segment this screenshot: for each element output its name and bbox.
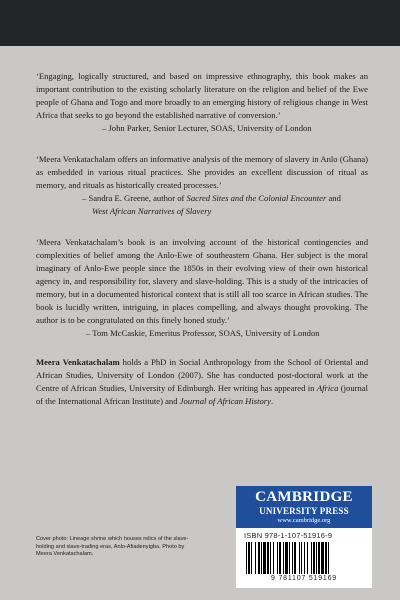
- isbn-barcode-panel: [236, 528, 372, 588]
- review-quote-2: ‘Meera Venkatachalam offers an informative analysis of the memory of slavery in Anlo (Ghana) as embedded in various ritual practices. She provides an excellent discussion of ritual as memory, and rituals as historically created processes.’: [36, 154, 368, 190]
- top-dark-band: [0, 0, 400, 46]
- review-attribution-3: – Tom McCaskie, Emeritus Professor, SOAS, University of London: [86, 328, 320, 338]
- book-title-sacred-sites: Sacred Sites and the Colonial Encounter: [186, 193, 327, 203]
- review-quote-1: ‘Engaging, logically structured, and based on impressive ethnography, this book makes an important contribution to the existing scholarly literature on the religion and belief of the Ewe people of Ghana and Togo and more broadly to an emerging history of religious change in West Africa that seeks to go beyond the established narrative of conversion.’: [36, 71, 368, 120]
- publisher-url: www.cambridge.org: [277, 517, 331, 524]
- publisher-logo: [236, 486, 372, 528]
- cover-photo-credit: Cover photo: Lineage shrine which houses relics of the slave-holding and slave-trading eras, Anlo-Afiadenyigba. Photo by Meera Venkatachalam.: [36, 536, 189, 558]
- review-quote-3: ‘Meera Venkatachalam’s book is an involving account of the historical contingencies and complexities of belief among the Anlo-Ewe of southeastern Ghana. Her subject is the moral imaginary of Anlo-Ewe people since the 1850s in their evolving view of their own historical agency in, and responsibility for, slavery and slave-holding. This is a study of the intricacies of memory, but in a documented historical context that is still all too scarce in African studies. The book is lucidly written, intriguing, in places compelling, and always thought provoking. The author is to be congratulated on this finely honed study.’: [36, 237, 368, 325]
- barcode-digits: 9 781107 519169: [271, 575, 337, 582]
- book-title-west-african-narratives: West African Narratives of Slavery: [92, 206, 212, 216]
- author-bio: Meera Venkatachalam holds a PhD in Social Anthropology from the School of Oriental and African Studies, University of London (2007). She has conducted post-doctoral work at the Centre of African Studies, University of Edinburgh. Her writing has appeared in Africa (journal of the International African Institute) and Journal of African History.: [36, 357, 368, 406]
- back-cover-text: [36, 70, 368, 408]
- publisher-subname: UNIVERSITY PRESS: [259, 506, 349, 516]
- author-name: Meera Venkatachalam: [36, 357, 120, 367]
- review-attribution-1: – John Parker, Senior Lecturer, SOAS, University of London: [102, 123, 312, 133]
- isbn-label: ISBN 978-1-107-51916-9: [244, 531, 333, 540]
- publisher-name: CAMBRIDGE: [255, 489, 353, 505]
- barcode-icon: [244, 542, 364, 574]
- publisher-block: [236, 486, 372, 588]
- review-attribution-2: – Sandra E. Greene, author of Sacred Sites and the Colonial Encounter and West African Narratives of Slavery: [82, 193, 341, 216]
